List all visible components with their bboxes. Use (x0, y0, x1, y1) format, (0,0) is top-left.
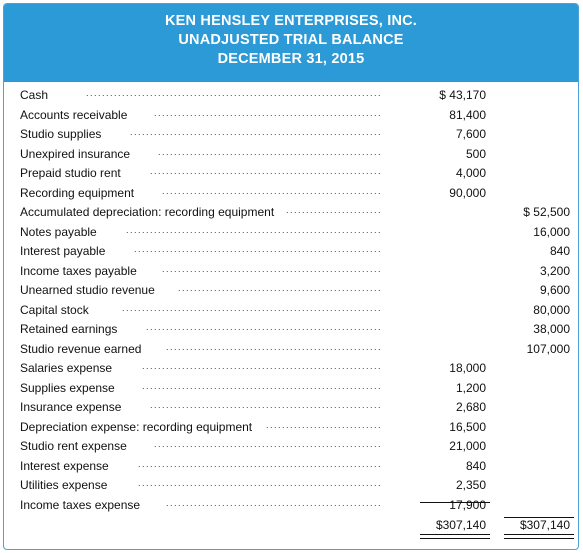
account-row (4, 379, 578, 399)
account-name: Accumulated depreciation: recording equipment (20, 205, 275, 219)
dot-leader: ........................ (285, 205, 382, 215)
account-row (4, 457, 578, 477)
account-name: Depreciation expense: recording equipment (20, 419, 253, 434)
debit-amount: 18,000 (449, 361, 486, 375)
debit-column-underline (420, 502, 490, 503)
account-row (4, 301, 578, 321)
debit-amount: 1,200 (455, 380, 486, 395)
account-row (4, 86, 578, 106)
statement-date: DECEMBER 31, 2015 (217, 51, 365, 67)
dot-leader: ............................................................. (137, 478, 382, 488)
trial-balance-panel (3, 3, 579, 550)
credit-amount: $ 52,500 (523, 205, 570, 219)
dot-leader: ......................................................... (153, 439, 382, 449)
debit-amount: 500 (465, 146, 486, 161)
account-name: Interest payable (20, 244, 106, 258)
account-row (4, 145, 578, 165)
account-name: Recording equipment (20, 185, 135, 200)
dot-leader: .......................................................... (149, 166, 382, 176)
account-name: Notes payable (20, 224, 97, 239)
totals-row (4, 518, 578, 538)
account-name: Utilities expense (20, 478, 108, 492)
account-row (4, 125, 578, 145)
credit-total-double-underline (504, 534, 574, 539)
account-name: Interest expense (20, 458, 109, 473)
dot-leader: .......................................................................... (85, 88, 382, 98)
account-row (4, 223, 578, 243)
credit-amount: 38,000 (533, 322, 570, 336)
dot-leader: .......................................................... (149, 400, 382, 410)
debit-amount: 81,400 (449, 107, 486, 122)
debit-amount: 16,500 (449, 419, 486, 434)
account-row (4, 476, 578, 496)
account-name: Supplies expense (20, 380, 115, 395)
debit-total-double-underline (420, 534, 490, 539)
debit-amount: 7,600 (455, 127, 486, 141)
account-name: Salaries expense (20, 361, 113, 375)
debit-amount: 21,000 (449, 439, 486, 453)
credit-amount: 107,000 (526, 341, 570, 356)
total-debit: $307,140 (435, 518, 486, 532)
account-row (4, 340, 578, 360)
statement-header (4, 4, 578, 82)
account-name: Income taxes expense (20, 497, 141, 512)
account-name: Insurance expense (20, 400, 122, 414)
account-name: Accounts receivable (20, 107, 128, 122)
debit-amount: 2,350 (455, 478, 486, 492)
account-row (4, 418, 578, 438)
dot-leader: ......................................................... (153, 107, 382, 118)
credit-amount: 3,200 (539, 263, 570, 278)
account-name: Studio supplies (20, 127, 102, 141)
credit-amount: 840 (549, 244, 570, 258)
credit-amount: 16,000 (533, 224, 570, 239)
dot-leader: ............................................................... (129, 127, 382, 137)
dot-leader: ................................................................ (125, 224, 382, 235)
total-credit: $307,140 (519, 518, 570, 532)
debit-amount: 4,000 (455, 166, 486, 180)
debit-amount: 840 (465, 458, 486, 473)
statement-title: UNADJUSTED TRIAL BALANCE (178, 32, 404, 48)
account-name: Capital stock (20, 302, 89, 317)
account-name: Cash (20, 88, 49, 102)
dot-leader: ...................................................... (165, 497, 382, 508)
account-name: Unearned studio revenue (20, 283, 155, 297)
account-name: Retained earnings (20, 322, 118, 336)
account-row (4, 398, 578, 418)
accounts-list (4, 86, 578, 515)
dot-leader: ............................................................. (137, 458, 382, 469)
debit-amount: 2,680 (455, 400, 486, 414)
account-row (4, 164, 578, 184)
dot-leader: .............................................................. (133, 244, 382, 254)
company-name: KEN HENSLEY ENTERPRISES, INC. (164, 13, 418, 29)
debit-amount: 17,900 (449, 497, 486, 512)
account-row (4, 262, 578, 282)
account-row (4, 106, 578, 126)
account-row (4, 242, 578, 262)
dot-leader: ........................................................ (157, 146, 382, 157)
account-row (4, 496, 578, 516)
debit-amount: 90,000 (449, 185, 486, 200)
account-row (4, 437, 578, 457)
dot-leader: ...................................................... (165, 341, 382, 352)
dot-leader: ........................................................... (145, 322, 382, 332)
dot-leader: ................................................... (177, 283, 382, 293)
account-row (4, 184, 578, 204)
credit-amount: 80,000 (533, 302, 570, 317)
account-row (4, 320, 578, 340)
account-name: Prepaid studio rent (20, 166, 121, 180)
dot-leader: ............................................................ (141, 380, 382, 391)
dot-leader: ................................................................. (121, 302, 382, 313)
account-name: Studio rent expense (20, 439, 127, 453)
debit-amount: $ 43,170 (439, 88, 486, 102)
account-row (4, 203, 578, 223)
account-name: Income taxes payable (20, 263, 137, 278)
dot-leader: ....................................................... (161, 185, 382, 196)
dot-leader: ............................. (265, 419, 382, 430)
account-row (4, 359, 578, 379)
account-name: Studio revenue earned (20, 341, 142, 356)
account-row (4, 281, 578, 301)
dot-leader: ....................................................... (161, 263, 382, 274)
account-name: Unexpired insurance (20, 146, 131, 161)
credit-amount: 9,600 (539, 283, 570, 297)
dot-leader: ............................................................ (141, 361, 382, 371)
